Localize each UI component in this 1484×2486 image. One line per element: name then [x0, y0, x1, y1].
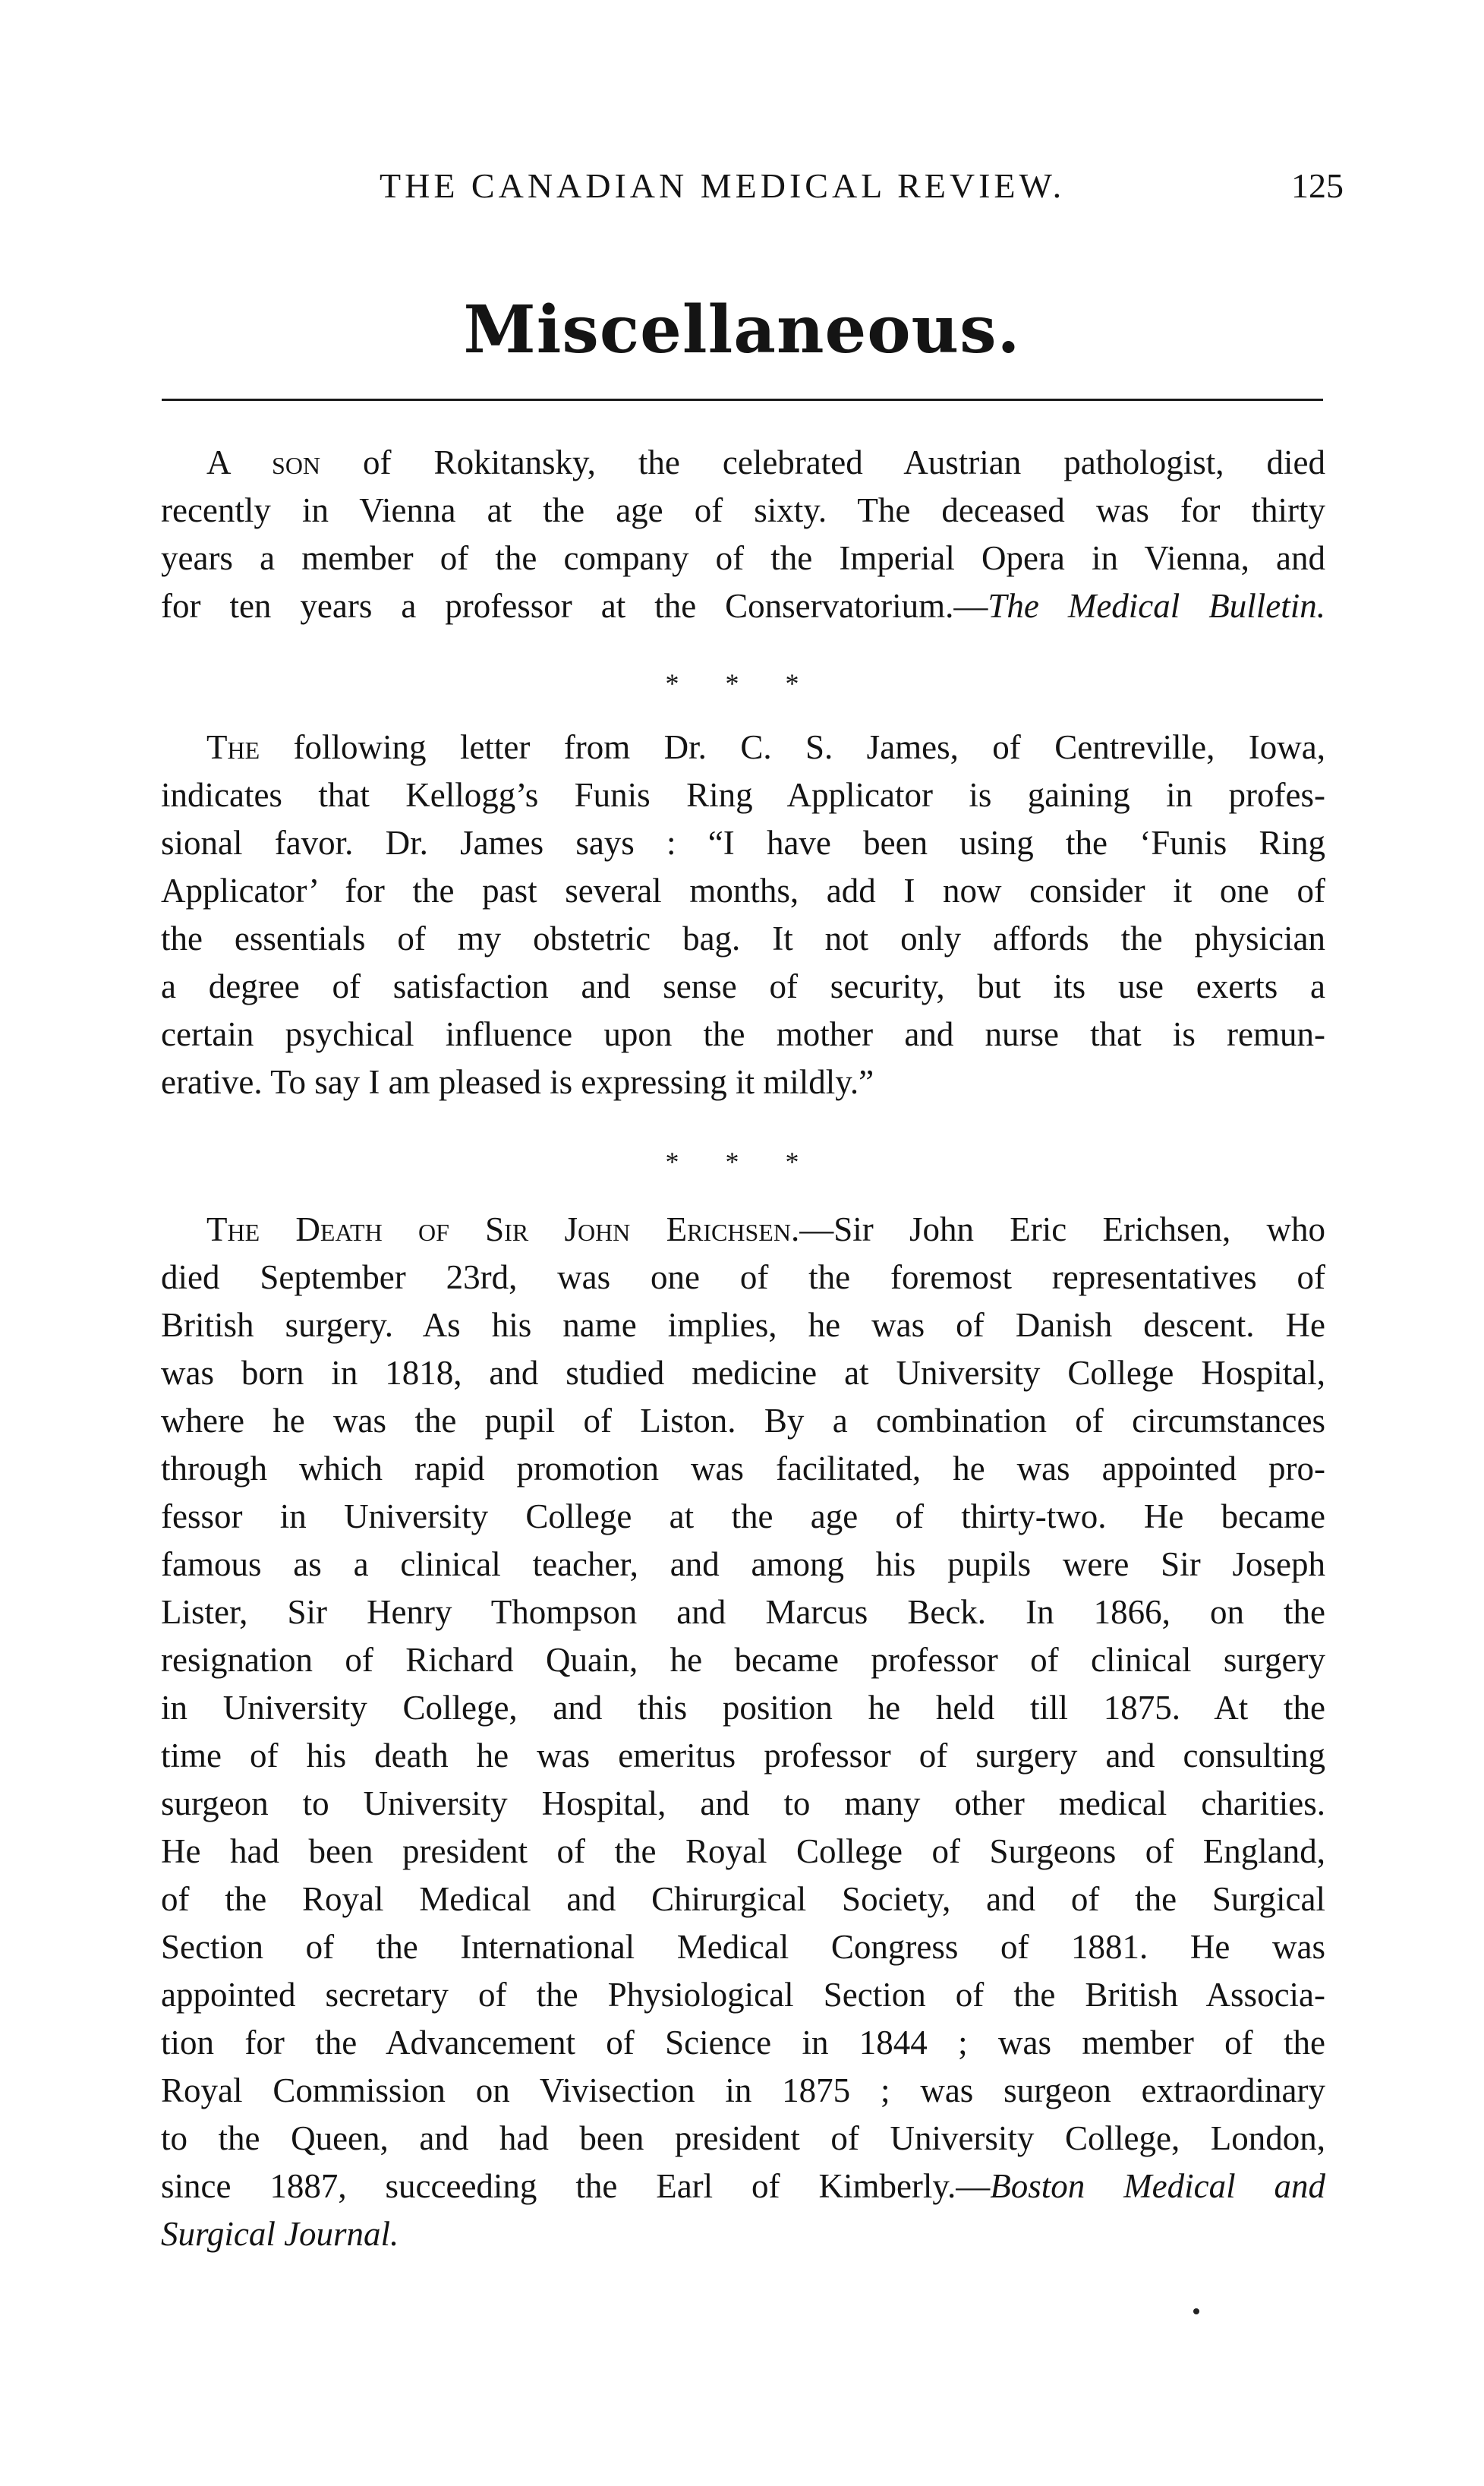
article-line-text: of Rokitansky, the celebrated Austrian pathologist, died — [320, 443, 1325, 481]
running-head — [152, 163, 1344, 216]
article-line: erative. To say I am pleased is expressing it mildly.” — [161, 1063, 874, 1101]
section-separator: * * * — [665, 668, 819, 699]
article-source: The Medical Bulletin. — [988, 587, 1325, 625]
article-funis-ring — [161, 724, 1325, 1106]
article-line — [161, 1206, 1325, 1254]
page-number: 125 — [1291, 166, 1344, 205]
article-line: was born in 1818, and studied medicine at University College Hospital, — [161, 1354, 1325, 1392]
article-line: a degree of satisfaction and sense of security, but its use exerts a — [161, 967, 1325, 1005]
article-line: indicates that Kellogg’s Funis Ring Applicator is gaining in profes- — [161, 776, 1325, 814]
article-line: sional favor. Dr. James says : “I have been using the ‘Funis Ring — [161, 824, 1325, 862]
article-line: time of his death he was emeritus professor of surgery and consulting — [161, 1737, 1325, 1775]
article-line-text: since 1887, succeeding the Earl of Kimberly.— — [161, 2167, 991, 2205]
article-line: in University College, and this position he held till 1875. At the — [161, 1689, 1325, 1727]
article-line — [161, 2163, 1325, 2210]
article-rokitansky — [161, 439, 1325, 630]
article-line: famous as a clinical teacher, and among his pupils were Sir Joseph — [161, 1545, 1325, 1583]
article-line: certain psychical influence upon the mother and nurse that is remun- — [161, 1015, 1325, 1053]
article-line: Section of the International Medical Congress of 1881. He was — [161, 1928, 1325, 1966]
section-separator: * * * — [665, 1147, 819, 1177]
article-line: died September 23rd, was one of the foremost representatives of — [161, 1258, 1325, 1296]
article-lead: The Death of Sir John Erichsen. — [206, 1210, 800, 1248]
article-source: Boston Medical and — [990, 2167, 1325, 2205]
article-line — [161, 439, 1325, 487]
article-line: British surgery. As his name implies, he was of Danish descent. He — [161, 1306, 1325, 1344]
article-line: where he was the pupil of Liston. By a combination of circumstances — [161, 1402, 1325, 1440]
article-line: Applicator’ for the past several months, add I now consider it one of — [161, 872, 1325, 910]
article-line: to the Queen, and had been president of University College, London, — [161, 2119, 1325, 2157]
article-erichsen — [161, 1206, 1325, 2258]
article-line: years a member of the company of the Imperial Opera in Vienna, and — [161, 539, 1325, 577]
article-line: recently in Vienna at the age of sixty. The deceased was for thirty — [161, 491, 1325, 529]
article-line-text: following letter from Dr. C. S. James, of Centreville, Iowa, — [260, 728, 1325, 766]
section-heading: Miscellaneous. — [463, 292, 1021, 368]
article-line: of the Royal Medical and Chirurgical Society, and of the Surgical — [161, 1880, 1325, 1918]
ink-dot — [1193, 2308, 1199, 2314]
article-line: Royal Commission on Vivisection in 1875 ; was surgeon extraordinary — [161, 2071, 1325, 2109]
heading-rule — [162, 399, 1323, 401]
article-source-continued: Surgical Journal. — [161, 2215, 399, 2253]
article-line: fessor in University College at the age of thirty-two. He became — [161, 1497, 1325, 1535]
article-line: tion for the Advancement of Science in 1844 ; was member of the — [161, 2024, 1325, 2062]
article-line: through which rapid promotion was facilitated, he was appointed pro- — [161, 1450, 1325, 1487]
article-line — [161, 582, 1325, 630]
article-line — [161, 724, 1325, 771]
article-line: surgeon to University Hospital, and to many other medical charities. — [161, 1784, 1325, 1822]
article-line: Lister, Sir Henry Thompson and Marcus Beck. In 1866, on the — [161, 1593, 1325, 1631]
article-line-text: for ten years a professor at the Conservatorium.— — [161, 587, 988, 625]
running-title: THE CANADIAN MEDICAL REVIEW. — [380, 166, 1066, 205]
article-line: the essentials of my obstetric bag. It not only affords the physician — [161, 920, 1325, 957]
article-line-text: —Sir John Eric Erichsen, who — [799, 1210, 1325, 1248]
article-line: resignation of Richard Quain, he became professor of clinical surgery — [161, 1641, 1325, 1679]
article-line: appointed secretary of the Physiological Section of the British Associa- — [161, 1976, 1325, 2014]
article-lead: A son — [206, 443, 321, 481]
article-line: He had been president of the Royal College of Surgeons of England, — [161, 1832, 1325, 1870]
article-lead: The — [206, 728, 260, 766]
